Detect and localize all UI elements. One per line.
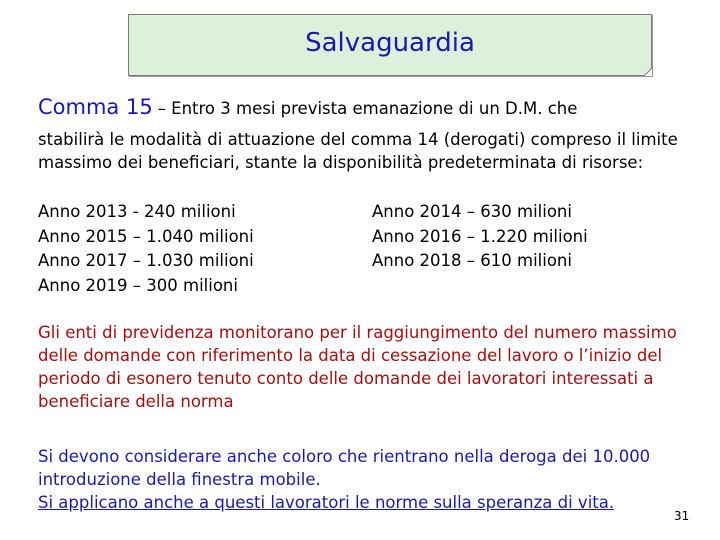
comma-heading-line (38, 95, 577, 119)
extension-text: Si devono considerare anche coloro che rientrano nella deroga dei 10.000 introduzione della finestra mobile. (38, 447, 651, 489)
extension-paragraph (38, 445, 698, 514)
comma-continuation: stabilirà le modalità di attuazione del comma 14 (derogati) compreso il limite massimo dei beneficiari, stante la disponibilità predeterminata di risorse: (38, 130, 678, 172)
year-entry: Anno 2018 – 610 milioni (372, 251, 572, 270)
year-row (38, 274, 678, 299)
slide-title: Salvaguardia (305, 28, 475, 58)
year-row (38, 225, 678, 250)
page-number: 31 (674, 509, 690, 523)
comma-dash: – (157, 99, 167, 118)
year-entry: Anno 2013 - 240 milioni (38, 202, 236, 221)
year-entry: Anno 2019 – 300 milioni (38, 275, 238, 295)
folded-corner-icon (644, 68, 652, 76)
year-row (38, 200, 678, 225)
year-entry: Anno 2015 – 1.040 milioni (38, 226, 254, 246)
comma-intro: Entro 3 mesi prevista emanazione di un D.M. che (171, 99, 578, 118)
monitoring-paragraph: Gli enti di previdenza monitorano per il raggiungimento del numero massimo delle domande con riferimento la data di cessazione del lavoro o l’inizio del periodo di esonero tenuto conto delle domande dei lavoratori interessati a beneficiare della norma (38, 323, 677, 411)
year-entry: Anno 2017 – 1.030 milioni (38, 251, 254, 270)
life-expectancy-note: Si applicano anche a questi lavoratori le norme sulla speranza di vita. (38, 493, 615, 512)
comma-label: Comma 15 (38, 95, 153, 119)
year-allocations (38, 200, 678, 298)
title-box (128, 14, 652, 76)
year-row (38, 249, 678, 274)
year-entry: Anno 2014 – 630 milioni (372, 202, 572, 221)
year-entry: Anno 2016 – 1.220 milioni (372, 226, 588, 246)
